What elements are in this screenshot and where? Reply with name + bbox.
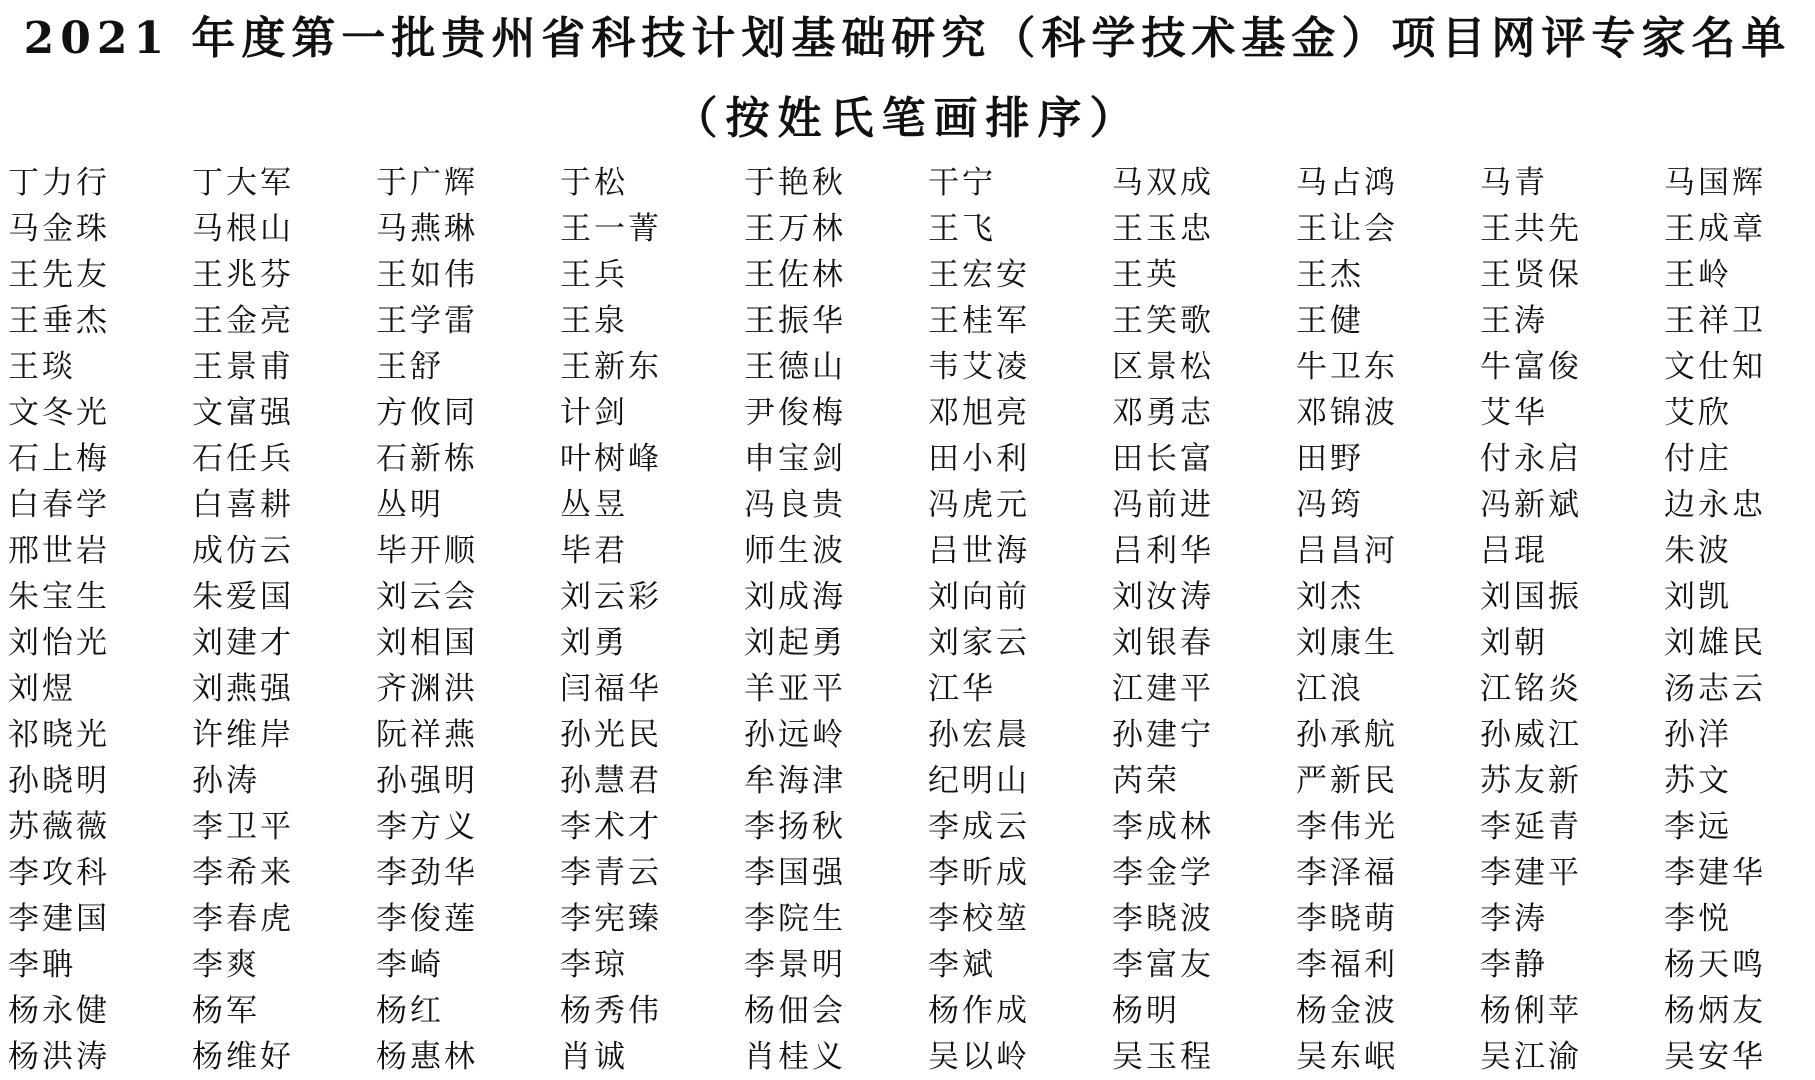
expert-name: 王垂杰 — [8, 303, 110, 339]
expert-name: 刘国振 — [1480, 579, 1582, 615]
expert-name: 于松 — [560, 165, 628, 201]
expert-name: 王振华 — [744, 303, 846, 339]
expert-name: 李金学 — [1112, 855, 1214, 891]
expert-name: 邓勇志 — [1112, 395, 1214, 431]
expert-name: 王涛 — [1480, 303, 1548, 339]
expert-name: 刘银春 — [1112, 625, 1214, 661]
expert-name: 苏友新 — [1480, 763, 1582, 799]
expert-name: 李涛 — [1480, 901, 1548, 937]
expert-name: 吕昌河 — [1296, 533, 1398, 569]
expert-name: 邓旭亮 — [928, 395, 1030, 431]
expert-name: 师生波 — [744, 533, 846, 569]
expert-name: 申宝剑 — [744, 441, 846, 477]
expert-name: 孙建宁 — [1112, 717, 1214, 753]
expert-name: 付庄 — [1664, 441, 1732, 477]
expert-name: 马燕琳 — [376, 211, 478, 247]
expert-name: 李成云 — [928, 809, 1030, 845]
expert-name: 丛昱 — [560, 487, 628, 523]
expert-name: 杨天鸣 — [1664, 947, 1766, 983]
expert-name: 刘建才 — [192, 625, 294, 661]
expert-name: 艾欣 — [1664, 395, 1732, 431]
expert-name: 李崎 — [376, 947, 444, 983]
expert-name: 王兵 — [560, 257, 628, 293]
expert-name: 李劲华 — [376, 855, 478, 891]
expert-name: 吴以岭 — [928, 1039, 1030, 1075]
expert-name: 李卫平 — [192, 809, 294, 845]
expert-name: 石上梅 — [8, 441, 110, 477]
expert-name: 吕琨 — [1480, 533, 1548, 569]
expert-name: 李昕成 — [928, 855, 1030, 891]
expert-name: 冯前进 — [1112, 487, 1214, 523]
expert-name: 田野 — [1296, 441, 1364, 477]
expert-name: 李悦 — [1664, 901, 1732, 937]
expert-name: 许维岸 — [192, 717, 294, 753]
expert-name: 牛富俊 — [1480, 349, 1582, 385]
expert-name: 王岭 — [1664, 257, 1732, 293]
expert-name: 严新民 — [1296, 763, 1398, 799]
expert-name: 王祥卫 — [1664, 303, 1766, 339]
expert-name: 刘勇 — [560, 625, 628, 661]
expert-name: 李福利 — [1296, 947, 1398, 983]
expert-name: 李建华 — [1664, 855, 1766, 891]
expert-name: 肖诚 — [560, 1039, 628, 1075]
expert-name: 杨维好 — [192, 1039, 294, 1075]
expert-name: 孙涛 — [192, 763, 260, 799]
expert-name: 苏薇薇 — [8, 809, 110, 845]
expert-name: 李建平 — [1480, 855, 1582, 891]
expert-name: 李伟光 — [1296, 809, 1398, 845]
expert-name: 于艳秋 — [744, 165, 846, 201]
expert-name: 冯新斌 — [1480, 487, 1582, 523]
expert-name: 刘起勇 — [744, 625, 846, 661]
expert-name: 刘雄民 — [1664, 625, 1766, 661]
expert-name: 杨俐苹 — [1480, 993, 1582, 1029]
expert-name: 王成章 — [1664, 211, 1766, 247]
expert-name: 吴东岷 — [1296, 1039, 1398, 1075]
expert-name: 王舒 — [376, 349, 444, 385]
expert-name: 田小利 — [928, 441, 1030, 477]
expert-name: 杨佃会 — [744, 993, 846, 1029]
expert-name: 李晓萌 — [1296, 901, 1398, 937]
expert-name: 羊亚平 — [744, 671, 846, 707]
expert-name: 王桂军 — [928, 303, 1030, 339]
expert-name: 孙强明 — [376, 763, 478, 799]
expert-name: 王学雷 — [376, 303, 478, 339]
expert-name: 祁晓光 — [8, 717, 110, 753]
expert-name: 李延青 — [1480, 809, 1582, 845]
expert-name: 冯筠 — [1296, 487, 1364, 523]
expert-name: 尹俊梅 — [744, 395, 846, 431]
expert-name: 田长富 — [1112, 441, 1214, 477]
expert-name: 王琰 — [8, 349, 76, 385]
expert-name: 石新栋 — [376, 441, 478, 477]
expert-name: 冯虎元 — [928, 487, 1030, 523]
expert-name: 江浪 — [1296, 671, 1364, 707]
expert-name: 杨惠林 — [376, 1039, 478, 1075]
expert-name: 李术才 — [560, 809, 662, 845]
expert-name: 刘怡光 — [8, 625, 110, 661]
expert-name: 刘燕强 — [192, 671, 294, 707]
expert-name: 刘康生 — [1296, 625, 1398, 661]
expert-name: 王万林 — [744, 211, 846, 247]
expert-name: 邢世岩 — [8, 533, 110, 569]
expert-name: 李希来 — [192, 855, 294, 891]
expert-name: 孙洋 — [1664, 717, 1732, 753]
expert-name: 纪明山 — [928, 763, 1030, 799]
expert-name: 王兆芬 — [192, 257, 294, 293]
expert-name: 吴玉程 — [1112, 1039, 1214, 1075]
expert-name: 齐渊洪 — [376, 671, 478, 707]
expert-name: 王一菁 — [560, 211, 662, 247]
expert-name: 李院生 — [744, 901, 846, 937]
expert-name: 王泉 — [560, 303, 628, 339]
expert-name: 王佐林 — [744, 257, 846, 293]
expert-name: 王金亮 — [192, 303, 294, 339]
expert-name: 李国强 — [744, 855, 846, 891]
expert-name: 芮荣 — [1112, 763, 1180, 799]
expert-name: 王宏安 — [928, 257, 1030, 293]
expert-name: 江建平 — [1112, 671, 1214, 707]
expert-name: 李春虎 — [192, 901, 294, 937]
expert-name: 马国辉 — [1664, 165, 1766, 201]
expert-name: 文仕知 — [1664, 349, 1766, 385]
expert-name: 肖桂义 — [744, 1039, 846, 1075]
expert-name: 刘朝 — [1480, 625, 1548, 661]
expert-name: 孙晓明 — [8, 763, 110, 799]
expert-name: 孙远岭 — [744, 717, 846, 753]
expert-name: 王贤保 — [1480, 257, 1582, 293]
expert-name: 吕利华 — [1112, 533, 1214, 569]
expert-name: 邓锦波 — [1296, 395, 1398, 431]
expert-name: 吴江渝 — [1480, 1039, 1582, 1075]
expert-name: 王让会 — [1296, 211, 1398, 247]
expert-name: 方攸同 — [376, 395, 478, 431]
document-subtitle: （按姓氏笔画排序） — [673, 93, 1142, 144]
expert-name: 孙威江 — [1480, 717, 1582, 753]
expert-name: 文冬光 — [8, 395, 110, 431]
expert-name: 吴安华 — [1664, 1039, 1766, 1075]
expert-name: 吕世海 — [928, 533, 1030, 569]
expert-name: 马根山 — [192, 211, 294, 247]
expert-name: 李俊莲 — [376, 901, 478, 937]
expert-name: 朱爱国 — [192, 579, 294, 615]
expert-name: 韦艾凌 — [928, 349, 1030, 385]
expert-name: 成仿云 — [192, 533, 294, 569]
expert-name: 刘云会 — [376, 579, 478, 615]
expert-name: 孙慧君 — [560, 763, 662, 799]
expert-name: 牛卫东 — [1296, 349, 1398, 385]
expert-name: 李远 — [1664, 809, 1732, 845]
expert-name: 李琼 — [560, 947, 628, 983]
expert-name: 丁大军 — [192, 165, 294, 201]
expert-name: 李斌 — [928, 947, 996, 983]
expert-name: 苏文 — [1664, 763, 1732, 799]
expert-name: 李方义 — [376, 809, 478, 845]
expert-name: 刘凯 — [1664, 579, 1732, 615]
expert-name: 李建国 — [8, 901, 110, 937]
expert-name: 孙宏晨 — [928, 717, 1030, 753]
expert-name: 江华 — [928, 671, 996, 707]
expert-name: 阮祥燕 — [376, 717, 478, 753]
expert-name: 王飞 — [928, 211, 996, 247]
expert-name: 区景松 — [1112, 349, 1214, 385]
expert-name: 江铭炎 — [1480, 671, 1582, 707]
expert-name-grid — [8, 160, 1808, 1080]
expert-name: 刘杰 — [1296, 579, 1364, 615]
expert-name: 汤志云 — [1664, 671, 1766, 707]
expert-name: 王德山 — [744, 349, 846, 385]
expert-name: 叶树峰 — [560, 441, 662, 477]
expert-name: 李成林 — [1112, 809, 1214, 845]
document-title: 2021 年度第一批贵州省科技计划基础研究（科学技术基金）项目网评专家名单 — [23, 13, 1792, 64]
expert-name: 朱宝生 — [8, 579, 110, 615]
expert-name: 王如伟 — [376, 257, 478, 293]
expert-name: 丁力行 — [8, 165, 110, 201]
expert-name: 杨红 — [376, 993, 444, 1029]
expert-name: 冯良贵 — [744, 487, 846, 523]
expert-name: 王先友 — [8, 257, 110, 293]
expert-name: 刘云彩 — [560, 579, 662, 615]
expert-name: 王杰 — [1296, 257, 1364, 293]
expert-name: 马金珠 — [8, 211, 110, 247]
expert-name: 计剑 — [560, 395, 628, 431]
expert-name: 杨金波 — [1296, 993, 1398, 1029]
expert-name: 文富强 — [192, 395, 294, 431]
expert-name: 马双成 — [1112, 165, 1214, 201]
expert-name: 刘煜 — [8, 671, 76, 707]
expert-name: 杨军 — [192, 993, 260, 1029]
expert-name: 李晓波 — [1112, 901, 1214, 937]
expert-name: 毕开顺 — [376, 533, 478, 569]
expert-name: 李泽福 — [1296, 855, 1398, 891]
expert-name: 马青 — [1480, 165, 1548, 201]
expert-name: 王玉忠 — [1112, 211, 1214, 247]
expert-name: 王共先 — [1480, 211, 1582, 247]
expert-name: 刘相国 — [376, 625, 478, 661]
expert-name: 牟海津 — [744, 763, 846, 799]
expert-name: 艾华 — [1480, 395, 1548, 431]
expert-name: 刘汝涛 — [1112, 579, 1214, 615]
expert-name: 白春学 — [8, 487, 110, 523]
expert-name: 王笑歌 — [1112, 303, 1214, 339]
expert-name: 杨炳友 — [1664, 993, 1766, 1029]
expert-name: 杨作成 — [928, 993, 1030, 1029]
expert-name: 边永忠 — [1664, 487, 1766, 523]
expert-name: 王景甫 — [192, 349, 294, 385]
expert-name: 孙承航 — [1296, 717, 1398, 753]
expert-name: 付永启 — [1480, 441, 1582, 477]
expert-name: 刘向前 — [928, 579, 1030, 615]
expert-name: 孙光民 — [560, 717, 662, 753]
expert-name: 李聃 — [8, 947, 76, 983]
expert-name: 杨明 — [1112, 993, 1180, 1029]
expert-name: 李宪臻 — [560, 901, 662, 937]
expert-name: 毕君 — [560, 533, 628, 569]
expert-name: 王新东 — [560, 349, 662, 385]
expert-name: 马占鸿 — [1296, 165, 1398, 201]
expert-name: 李爽 — [192, 947, 260, 983]
expert-name: 闫福华 — [560, 671, 662, 707]
expert-name: 刘家云 — [928, 625, 1030, 661]
expert-name: 丛明 — [376, 487, 444, 523]
expert-name: 朱波 — [1664, 533, 1732, 569]
expert-name: 李青云 — [560, 855, 662, 891]
expert-name: 杨洪涛 — [8, 1039, 110, 1075]
expert-name: 干宁 — [928, 165, 996, 201]
expert-name: 李扬秋 — [744, 809, 846, 845]
expert-name: 石任兵 — [192, 441, 294, 477]
expert-name: 李攻科 — [8, 855, 110, 891]
expert-name: 王健 — [1296, 303, 1364, 339]
expert-name: 李富友 — [1112, 947, 1214, 983]
expert-name: 杨永健 — [8, 993, 110, 1029]
expert-name: 李景明 — [744, 947, 846, 983]
expert-name: 杨秀伟 — [560, 993, 662, 1029]
expert-name: 李校堃 — [928, 901, 1030, 937]
expert-name: 于广辉 — [376, 165, 478, 201]
expert-name: 白喜耕 — [192, 487, 294, 523]
expert-name: 刘成海 — [744, 579, 846, 615]
expert-name: 王英 — [1112, 257, 1180, 293]
expert-name: 李静 — [1480, 947, 1548, 983]
